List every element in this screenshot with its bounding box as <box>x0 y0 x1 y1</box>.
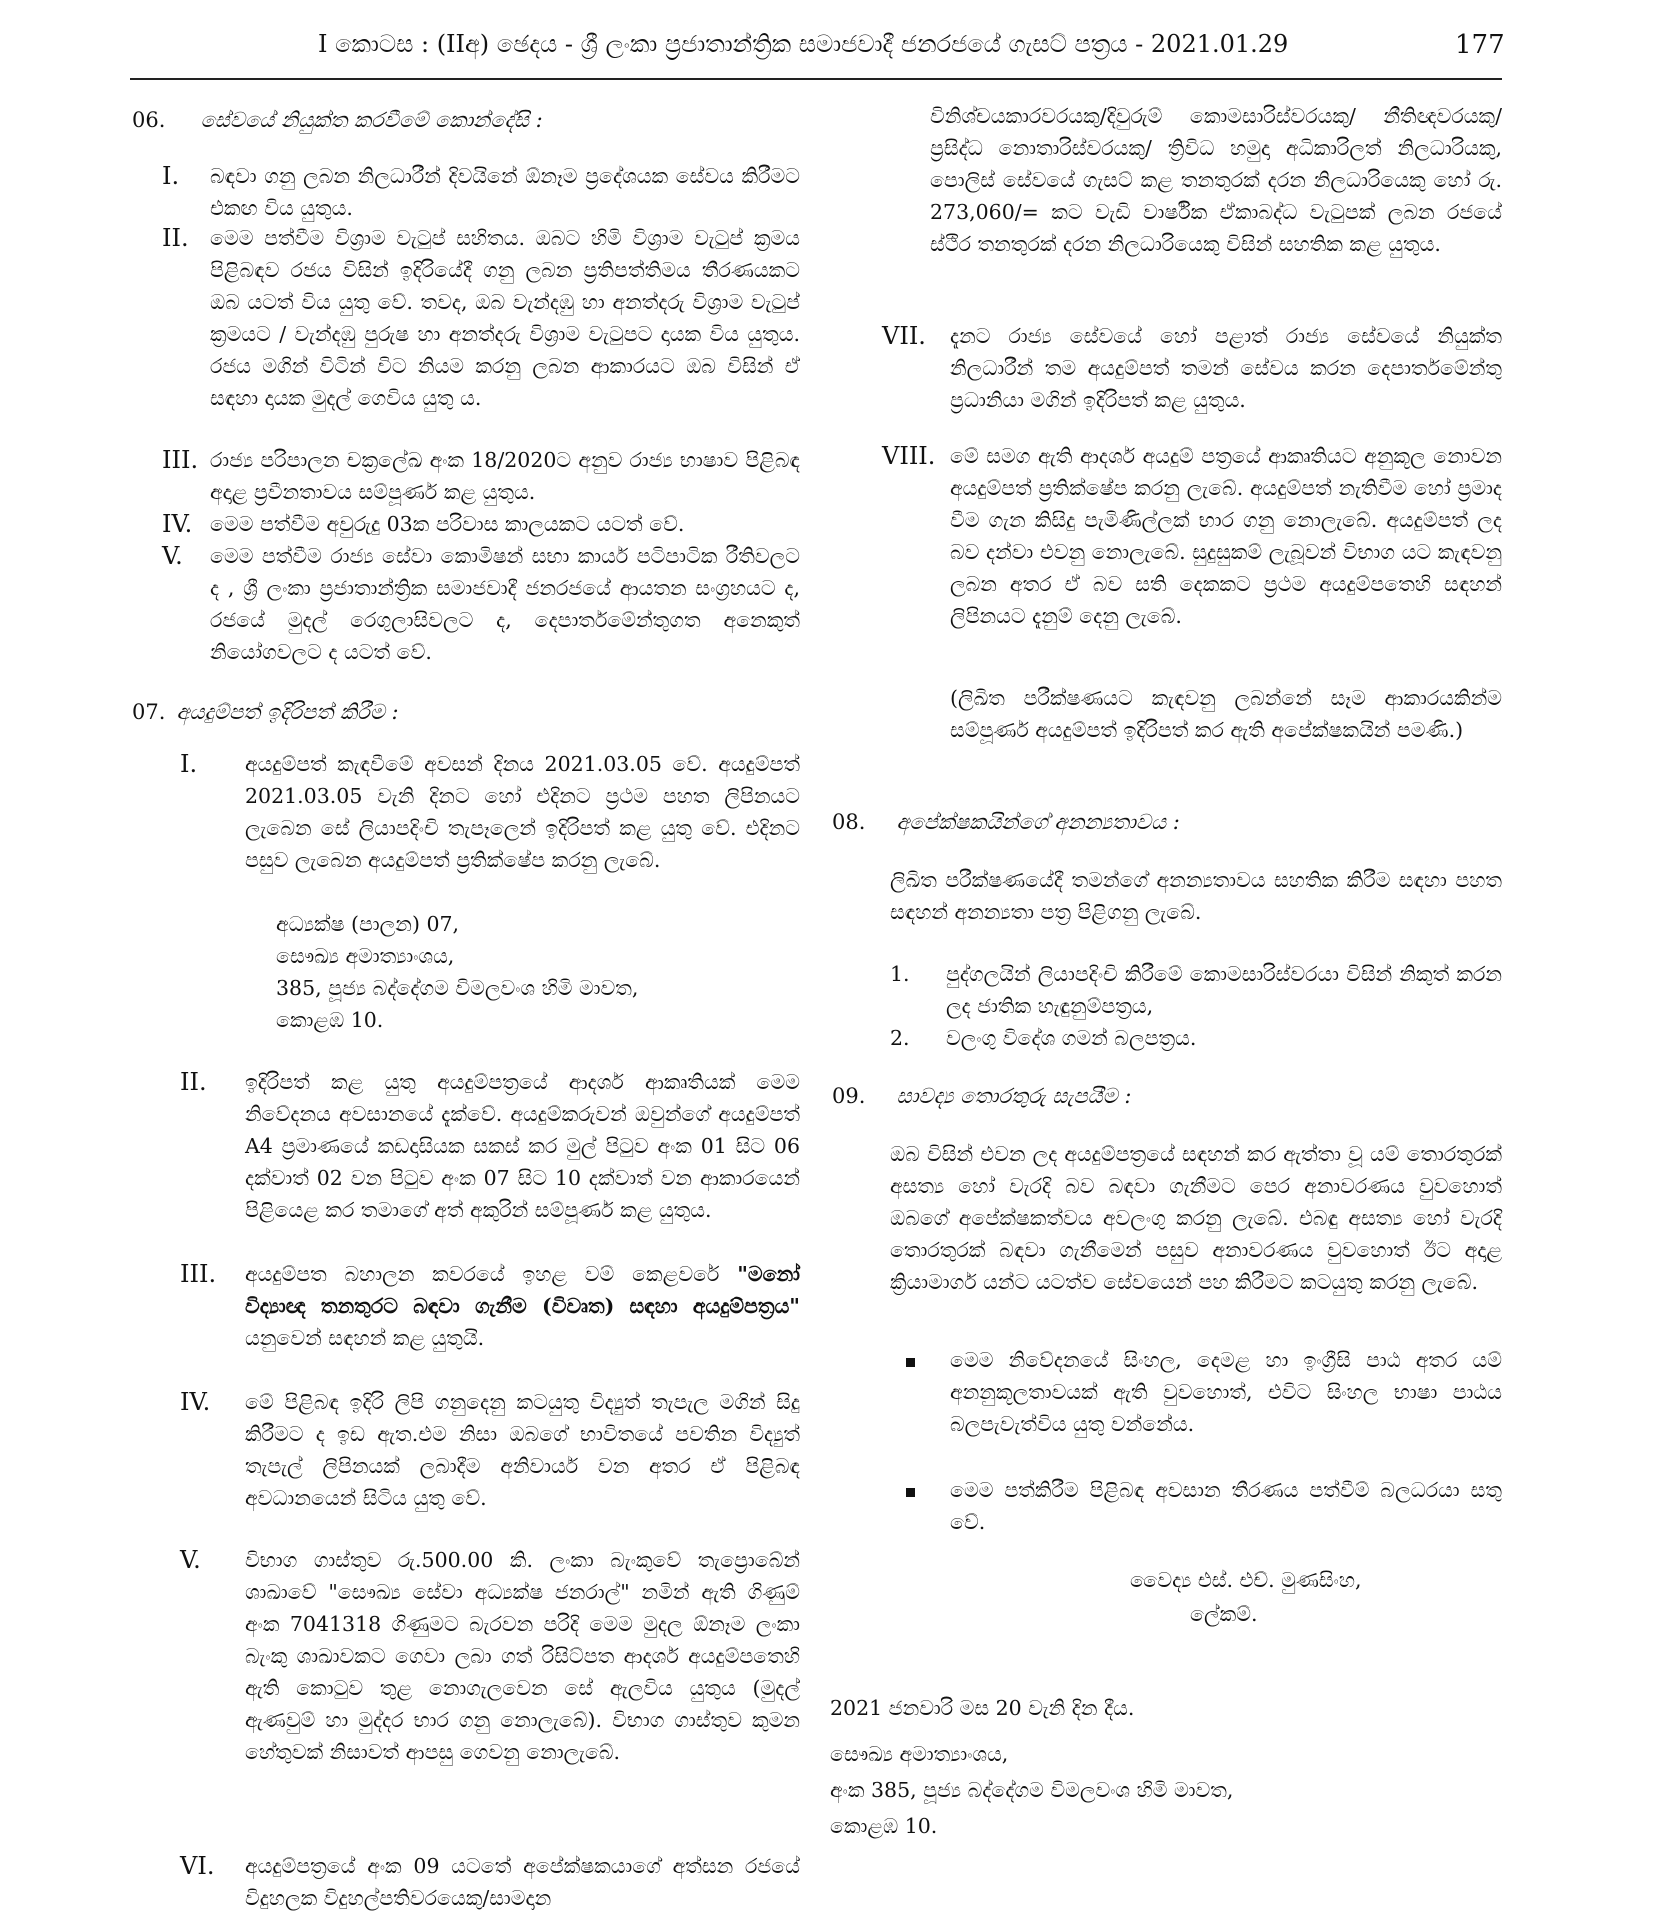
address-line: 385, පූජ්‍ය බද්දේගම විමලවංශ හිමි මාවත, <box>276 976 639 1000</box>
item-label: VI. <box>180 1852 215 1880</box>
section-title: අපේක්ෂකයින්ගේ අනන්‍යතාවය : <box>896 810 1180 834</box>
section-07-item-6-continued: විනිශ්චයකාරවරයකු/දිවුරුම් කොමසාරිස්වරයකු/ නීතිඥවරයකු/ප්‍රසිද්ධ නොතාරිස්වරයකු/ ත්‍රිවිධ හමුදා අධිකාරිලත් නිලධාරියකු, පොලිස් සේවයේ ගැසට් කළ තනතුරක් දරන නිලධාරියෙකු හෝ රු. 273,060/= කට වැඩි වාර්ෂික ඒකාබද්ධ වැටුපක් ලබන රජයේ ස්ථිර තනතුරක් දරන නිලධාරියෙකු විසින් සහතික කළ යුතුය. <box>930 104 1502 256</box>
item-text: අයදුම්පත බහාලන කවරයේ ඉහළ වම් කෙළවරේ <box>245 1262 738 1286</box>
footer-address-line: අංක 385, පූජ්‍ය බද්දේගම විමලවංශ හිමි මාවත, <box>830 1778 1234 1802</box>
item-label: III. <box>162 446 199 474</box>
section-title: සාවද්‍ය තොරතුරු සැපයීම : <box>896 1084 1132 1108</box>
section-07-item-1: අයදුම්පත් කැඳවීමේ අවසන් දිනය 2021.03.05 වේ. අයදුම්පත් 2021.03.05 වැනි දිනට හෝ එදිනට ප්‍රථම පහත ලිපිනයට ලැබෙන සේ ලියාපදිංචි තැපෑලෙන් ඉදිරිපත් කළ යුතු වේ. එදිනට පසුව ලැබෙන අයදුම්පත් ප්‍රතික්ෂේප කරනු ලැබේ. <box>245 752 800 872</box>
header-rule <box>130 78 1502 80</box>
footer-address <box>830 1738 1502 1842</box>
signature-name: වෛද්‍ය එස්. එච්. මුණසිංහ, <box>1130 1568 1362 1592</box>
address-line: කොළඹ 10. <box>276 1008 384 1032</box>
section-07-item-4: මේ පිළිබඳ ඉදිරි ලිපි ගනුදෙනු කටයුතු විද්‍යුත් තැපැල මගින් සිදු කිරීමට ද ඉඩ ඇත.එම නිසා ඔබගේ භාවිතයේ පවතින විද්‍යුත් තැපැල් ලිපිනයක් ලබාදීම අනිවාර්ය වන අතර ඒ පිළිබඳ අවධානයෙන් සිටිය යුතු වේ. <box>245 1390 800 1510</box>
address-line: අධ්‍යක්ෂ (පාලන) 07, <box>276 912 460 936</box>
section-title: අයදුම්පත් ඉදිරිපත් කිරීම : <box>176 700 399 724</box>
item-text: යනුවෙන් සඳහන් කළ යුතුයි. <box>245 1326 485 1350</box>
written-exam-note: (ලිඛිත පරීක්ෂණයට කැඳවනු ලබන්නේ සෑම ආකාරයකින්ම සම්පූර්ණ අයදුම්පත් ඉදිරිපත් කර ඇති අපේක්ෂකයින් පමණි.) <box>950 686 1502 742</box>
section-08-item-2: වලංගු විදේශ ගමන් බලපත්‍රය. <box>946 1026 1197 1050</box>
envelope-label-text: "මනෝ විද්‍යාඥ තනතුරට බඳවා ගැනීම (විවෘත) සඳහා අයදුම්පත්‍රය" <box>245 1262 800 1318</box>
running-header: I කොටස : (IIඅ) ඡෙදය - ශ්‍රී ලංකා ප්‍රජාතාන්ත්‍රික සමාජවාදී ජනරජයේ ගැසට් පත්‍රය - 2021.01.29 <box>318 30 1289 58</box>
section-07-item-7: දැනට රාජ්‍ය සේවයේ හෝ පළාත් රාජ්‍ය සේවයේ නියුක්ත නිලධාරීන් තම අයදුම්පත් තමන් සේවය කරන දෙපාර්තමේන්තු ප්‍රධානියා මගින් ඉදිරිපත් කළ යුතුය. <box>950 324 1502 412</box>
section-number: 08. <box>832 810 866 834</box>
section-09-heading <box>832 1080 1131 1112</box>
item-label: VIII. <box>882 442 936 470</box>
item-label: V. <box>162 542 183 570</box>
section-09-text: ඔබ විසින් එවන ලද අයදුම්පත්‍රයේ සඳහන් කර ඇත්තා වූ යම් තොරතුරක් අසත්‍ය හෝ වැරදි බව බඳවා ගැනීමට පෙර අනාවරණය වුවහොත් ඔබගේ අපේක්ෂකත්වය අවලංගු කරනු ලැබේ. එබඳු අසත්‍ය හෝ වැරදි තොරතුරක් බඳවා ගැනීමෙන් පසුව අනාවරණය වුවහොත් ඊට අදාළ ක්‍රියාමාර්ග යන්ට යටත්ව සේවයෙන් පහ කිරීමට කටයුතු කරනු ලැබේ. <box>890 1142 1502 1294</box>
section-title: සේවයේ නියුක්ත කරවීමේ කොන්දේසි : <box>200 108 543 132</box>
section-06-item-3: රාජ්‍ය පරිපාලන චක්‍රලේඛ අංක 18/2020ට අනුව රාජ්‍ය භාෂාව පිළිබඳ අදාළ ප්‍රවීනතාවය සම්පූර්ණ කළ යුතුය. <box>210 448 800 504</box>
item-label: III. <box>180 1260 217 1288</box>
section-06-heading <box>132 104 543 136</box>
footer-address-line: කොළඹ 10. <box>830 1814 938 1838</box>
section-07-item-6: අයදුම්පත්‍රයේ අංක 09 යටතේ අපේක්ෂකයාගේ අත්සන රජයේ විදුහලක විදුහල්පතිවරයෙකු/සාමදාන <box>245 1854 800 1910</box>
item-label: 2. <box>890 1026 910 1050</box>
section-07-item-3 <box>245 1258 800 1354</box>
section-06-item-4: මෙම පත්වීම අවුරුදු 03ක පරිවාස කාලයකට යටත් වේ. <box>210 512 685 536</box>
section-08-intro: ලිඛිත පරීක්ෂණයේදී තමන්ගේ අනන්‍යතාවය සහතික කිරීම සඳහා පහත සඳහන් අනන්‍යතා පත්‍ර පිළිගනු ලැබේ. <box>890 868 1502 924</box>
section-07-heading <box>132 696 399 728</box>
item-label: IV. <box>162 510 193 538</box>
address-block <box>276 908 800 1036</box>
item-label: II. <box>162 224 189 252</box>
section-number: 06. <box>132 108 166 132</box>
bullet-icon <box>906 1488 915 1497</box>
item-label: I. <box>162 162 180 190</box>
section-number: 09. <box>832 1084 866 1108</box>
section-07-item-2: ඉදිරිපත් කළ යුතු අයදුම්පත්‍රයේ ආදර්ශ ආකෘතියක් මෙම නිවේදනය අවසානයේ දැක්වේ. අයදුම්කරුවන් ඔවුන්ගේ අයදුම්පත් A4 ප්‍රමාණයේ කඩදාසියක සකස් කර මුල් පිටුව අංක 01 සිට 06 දක්වාත් 02 වන පිටුව අංක 07 සිට 10 දක්වාත් වන ආකාරයෙන් පිළියෙළ කර තමාගේ අත් අකුරින් සම්පූර්ණ කළ යුතුය. <box>245 1070 800 1222</box>
item-label: I. <box>180 750 198 778</box>
section-07-item-8: මේ සමග ඇති ආදර්ශ අයදුම් පත්‍රයේ ආකෘතියට අනුකූල නොවන අයදුම්පත් ප්‍රතික්ෂේප කරනු ලැබේ. අයදුම්පත් නැතිවීම හෝ ප්‍රමාද වීම ගැන කිසිදු පැමිණිල්ලක් භාර ගනු නොලැබේ. අයදුම්පත් ලද බව දන්වා එවනු නොලැබේ. සුදුසුකම් ලැබූවන් විභාග යට කැඳවනු ලබන අතර ඒ බව සති දෙකකට ප්‍රථම අයදුම්පතෙහි සඳහන් ලිපිනයට දැනුම් දෙනු ලැබේ. <box>950 444 1502 628</box>
section-07-item-5: විභාග ගාස්තුව රු.500.00 කි. ලංකා බැංකුවේ තැප්‍රොබේන් ශාඛාවේ "සෞඛ්‍ය සේවා අධ්‍යක්ෂ ජනරාල්" නමින් ඇති ගිණුම් අංක 7041318 ගිණුමට බැරවන පරිදි මෙම මුදල ඕනෑම ලංකා බැංකු ශාඛාවකට ගෙවා ලබා ගත් රිසිට්පත ආදර්ශ අයදුම්පතෙහි ඇති කොටුව තුළ නොගැලවෙන සේ ඇලවිය යුතුය (මුදල් ඇණවුම් හා මුද්දර භාර ගනු නොලැබේ). විභාග ගාස්තුව කුමන හේතුවක් නිසාවත් ආපසු ගෙවනු නොලැබේ. <box>245 1548 800 1764</box>
section-06-item-5: මෙම පත්වීම රාජ්‍ය සේවා කොමිෂන් සභා කාර්ය පටිපාටික රීතිවලට ද , ශ්‍රී ලංකා ප්‍රජාතාන්ත්‍රික සමාජවාදී ජනරජයේ ආයතන සංග්‍රහයට ද, රජයේ මුදල් රෙගුලාසිවලට ද, දෙපාර්තමේන්තුගත අනෙකුත් නියෝගවලට ද යටත් වේ. <box>210 544 800 664</box>
item-label: V. <box>180 1546 201 1574</box>
footer-date: 2021 ජනවාරි මස 20 වැනි දින දීය. <box>830 1696 1135 1720</box>
address-line: සෞඛ්‍ය අමාත්‍යාංශය, <box>276 944 455 968</box>
item-label: IV. <box>180 1388 211 1416</box>
section-09-bullet-2: මෙම පත්කිරීම පිළිබඳ අවසාන තීරණය පත්වීම් බලධරයා සතු වේ. <box>950 1478 1502 1534</box>
section-08-heading <box>832 806 1180 838</box>
signature-title: ලේකම්. <box>1190 1602 1258 1626</box>
section-number: 07. <box>132 700 166 724</box>
footer-address-line: සෞඛ්‍ය අමාත්‍යාංශය, <box>830 1742 1009 1766</box>
item-label: 1. <box>890 962 910 986</box>
page-number: 177 <box>1455 30 1505 60</box>
section-06-item-2: මෙම පත්වීම විශ්‍රාම වැටුප් සහිතය. ඔබට හිමි විශ්‍රාම වැටුප් ක්‍රමය පිළිබඳව රජය විසින් ඉදිරියේදී ගනු ලබන ප්‍රතිපත්තිමය තීරණයකට ඔබ යටත් විය යුතු වේ. තවද, ඔබ වැන්දඹු හා අනත්දරු විශ්‍රාම වැටුප් ක්‍රමයට / වැන්දඹු පුරුෂ හා අනත්දරු විශ්‍රාම වැටුපට දායක විය යුතුය. රජය මගින් විටින් විට නියම කරනු ලබන ආකාරයට ඔබ විසින් ඒ සඳහා දායක මුදල් ගෙවිය යුතු ය. <box>210 226 800 410</box>
item-label: VII. <box>882 322 926 350</box>
section-06-item-1: බඳවා ගනු ලබන නිලධාරීන් දිවයිනේ ඕනෑම ප්‍රදේශයක සේවය කිරීමට එකඟ විය යුතුය. <box>210 164 800 220</box>
item-label: II. <box>180 1068 207 1096</box>
section-08-item-1: පුද්ගලයින් ලියාපදිංචි කිරීමේ කොමසාරිස්වරයා විසින් නිකුත් කරන ලද ජාතික හැඳුනුම්පත්‍රය, <box>946 962 1502 1018</box>
section-09-bullet-1: මෙම නිවේදනයේ සිංහල, දෙමළ හා ඉංග්‍රීසි පාඨ අතර යම් අනනුකූලතාවයක් ඇති වුවහොත්, එවිට සිංහල භාෂා පාඨය බලපැවැත්විය යුතු වන්නේය. <box>950 1348 1502 1436</box>
bullet-icon <box>906 1358 915 1367</box>
